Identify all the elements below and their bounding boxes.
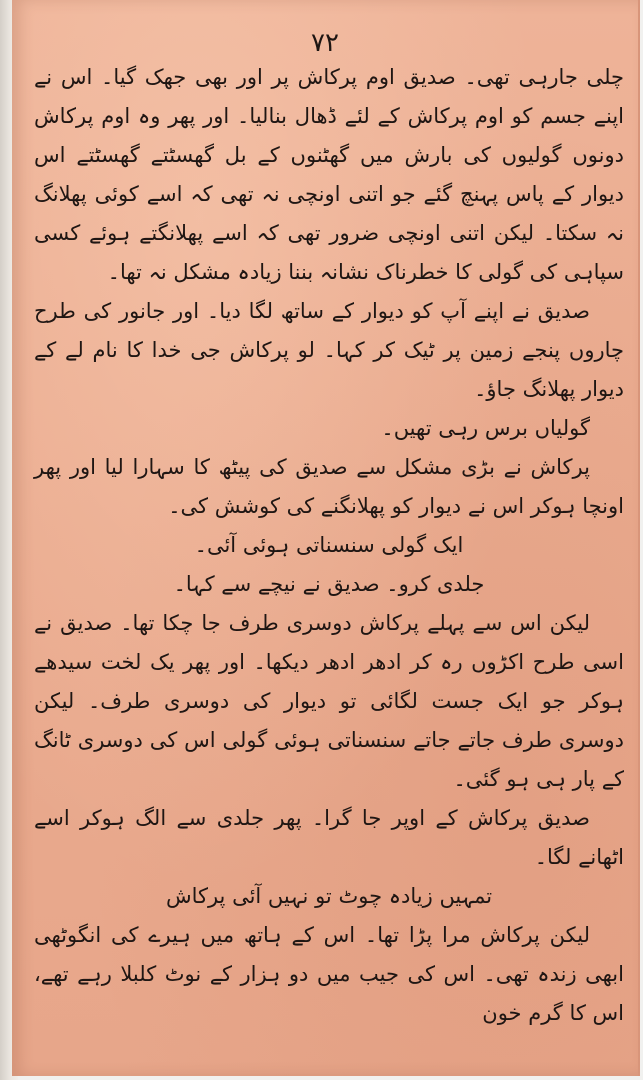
book-page-sheet [12,0,640,1076]
urdu-body-text [34,58,624,1033]
paragraph-9: تمہیں زیادہ چوٹ تو نہیں آئی پرکاش [165,884,493,908]
page-number: ۷۲ [311,28,339,58]
paragraph-7: لیکن اس سے پہلے پرکاش دوسری طرف جا چکا تھا۔ صدیق نے اسی طرح اکڑوں رہ کر ادھر ادھر دیکھا۔ اور پھر یک لخت سیدھے ہوکر جو ایک جست لگائی تو دیوار کی دوسری طرف۔ لیکن دوسری طرف جاتے جاتے سنسناتی ہوئی گولی اس کی دوسری ٹانگ کے پار ہی ہو گئی۔ [34,611,624,791]
paragraph-4: پرکاش نے بڑی مشکل سے صدیق کی پیٹھ کا سہارا لیا اور پھر اونچا ہوکر اس نے دیوار کو پھلانگنے کی کوشش کی۔ [34,455,624,518]
paragraph-10: لیکن پرکاش مرا پڑا تھا۔ اس کے ہاتھ میں ہیرے کی انگوٹھی ابھی زندہ تھی۔ اس کی جیب میں دو ہزار کے نوٹ کلبلا رہے تھے، اس کا گرم خون [34,923,624,1025]
paragraph-5: ایک گولی سنسناتی ہوئی آئی۔ [194,533,464,557]
paragraph-1: چلی جارہی تھی۔ صدیق اوم پرکاش پر اور بھی جھک گیا۔ اس نے اپنے جسم کو اوم پرکاش کے لئے ڈھال بنالیا۔ اور پھر وہ اوم پرکاش دونوں گولیوں کی بارش میں گھٹنوں کے بل گھسٹتے گھسٹتے اس دیوار کے پاس پہنچ گئے جو اتنی اونچی نہ تھی کہ اسے کوئی پھلانگ نہ سکتا۔ لیکن اتنی اونچی ضرور تھی کہ اسے پھلانگتے ہوئے کسی سپاہی کی گولی کا خطرناک نشانہ بننا زیادہ مشکل نہ تھا۔ [34,65,624,284]
paragraph-8: صدیق پرکاش کے اوپر جا گرا۔ پھر جلدی سے الگ ہوکر اسے اٹھانے لگا۔ [34,806,624,869]
paragraph-6: جلدی کرو۔ صدیق نے نیچے سے کہا۔ [173,572,485,596]
paragraph-2: صدیق نے اپنے آپ کو دیوار کے ساتھ لگا دیا۔ اور جانور کی طرح چاروں پنجے زمین پر ٹیک کر کہا۔ لو پرکاش جی خدا کا نام لے کے دیوار پھلانگ جاؤ۔ [34,299,624,401]
paragraph-3: گولیاں برس رہی تھیں۔ [381,416,590,440]
